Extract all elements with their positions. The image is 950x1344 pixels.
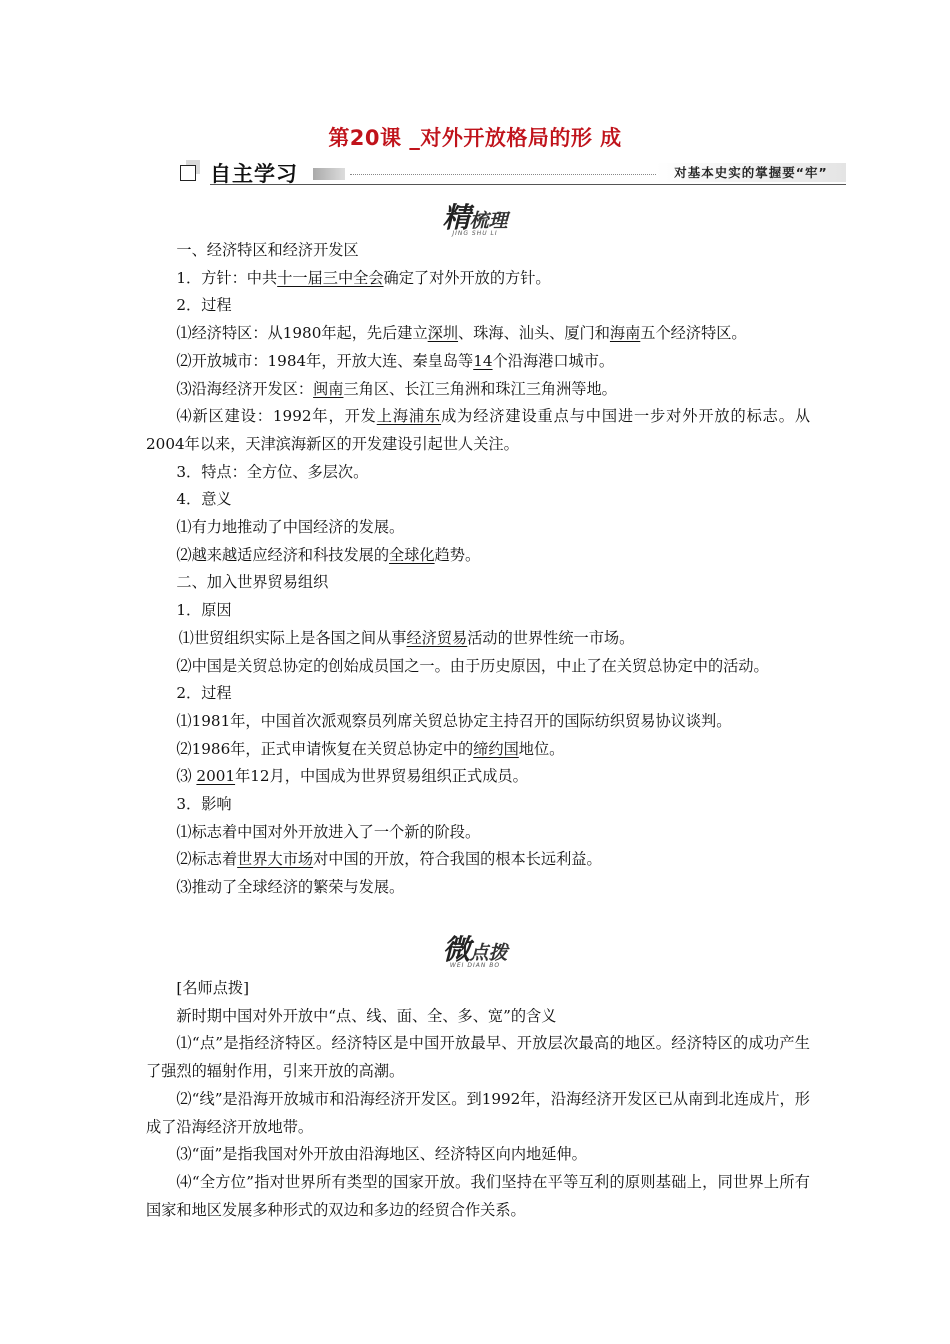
line-text: ⑴“点”是指经济特区。经济特区是中国开放最早、开放层次最高的地区。经济特区的成功产生了强烈的辐射作用，引来开放的高潮。 xyxy=(146,1034,810,1081)
line-text: 个沿海港口城市。 xyxy=(492,351,615,370)
line-text: ⑶ xyxy=(176,767,197,786)
text-line xyxy=(146,653,810,681)
text-line xyxy=(146,486,810,514)
text-line xyxy=(146,514,810,542)
text-line xyxy=(146,265,810,293)
line-text: 一、经济特区和经济开发区 xyxy=(176,241,359,259)
underlined-answer: 经济贸易 xyxy=(406,628,468,647)
underlined-answer: 海南 xyxy=(609,324,641,343)
content-block-2 xyxy=(146,975,810,1224)
text-line xyxy=(146,597,810,625)
text-line xyxy=(146,846,810,874)
section-heading-jingshuli xyxy=(0,196,950,237)
line-text: 年12月，中国成为世界贸易组织正式成员。 xyxy=(235,767,528,786)
line-text: 3．影响 xyxy=(176,795,232,814)
line-text: ⑵“线”是沿海开放城市和沿海经济开发区。到1992年，沿海经济开发区已从南到北连成片，形成了沿海经济开放地带。 xyxy=(146,1089,810,1136)
line-text: ⑵开放城市：1984年，开放大连、秦皇岛等 xyxy=(176,351,474,370)
deco-small-chars: 点拨 xyxy=(469,942,508,964)
text-line xyxy=(146,542,810,570)
underlined-answer: 世界大市场 xyxy=(237,850,314,869)
text-line xyxy=(146,819,810,847)
deco-pinyin: JING SHU LI xyxy=(452,230,498,237)
deco-pinyin: WEI DIAN BO xyxy=(449,962,501,969)
deco-big-char: 微 xyxy=(442,933,470,966)
banner-label: 自主学习 xyxy=(210,162,298,186)
line-text: 二、加入世界贸易组织 xyxy=(176,573,329,592)
text-line xyxy=(146,1141,810,1169)
line-text: 地位。 xyxy=(518,739,565,758)
line-text: 、珠海、汕头、厦门和 xyxy=(458,324,610,343)
text-line xyxy=(146,1086,810,1141)
line-text: ⑴标志着中国对外开放进入了一个新的阶段。 xyxy=(176,822,481,841)
line-text: ⑵1986年，正式申请恢复在关贸总协定中的 xyxy=(176,739,474,758)
underlined-answer: 闽南 xyxy=(313,379,344,398)
line-text: ⑴1981年，中国首次派观察员列席关贸总协定主持召开的国际纺织贸易协议谈判。 xyxy=(176,711,732,730)
text-line xyxy=(146,237,810,265)
line-text: ⑶沿海经济开发区： xyxy=(176,379,314,398)
text-line xyxy=(146,569,810,597)
deco-big-char: 精 xyxy=(442,201,470,234)
text-line xyxy=(146,459,810,487)
line-text: [名师点拨] xyxy=(176,979,249,997)
underlined-answer: 缔约国 xyxy=(473,739,519,758)
underlined-answer: 2001 xyxy=(196,767,236,786)
line-text: 1．方针：中共 xyxy=(176,268,278,287)
text-line xyxy=(146,1169,810,1224)
underlined-answer: 全球化 xyxy=(389,545,435,564)
line-text: 新时期中国对外开放中“点、线、面、全、多、宽”的含义 xyxy=(176,1006,557,1025)
deco-small-chars: 梳理 xyxy=(469,210,508,232)
line-text: ⑵中国是关贸总协定的创始成员国之一。由于历史原因，中止了在关贸总协定中的活动。 xyxy=(176,656,769,675)
line-text: ⑴世贸组织实际上是各国之间从事 xyxy=(178,628,407,647)
text-line xyxy=(146,625,810,653)
line-text: 活动的世界性统一市场。 xyxy=(467,628,635,647)
line-text: 成为经济建设重点与中国进一步对外开放的标志。从2004年以来，天津滨海新区的开发建设引起世人关注。 xyxy=(146,407,811,453)
text-line xyxy=(146,320,810,348)
line-text: ⑴经济特区：从1980年起，先后建立 xyxy=(176,324,428,343)
section-banner xyxy=(180,158,846,186)
line-text: ⑵标志着 xyxy=(176,850,238,869)
line-text: ⑵越来越适应经济和科技发展的 xyxy=(176,545,390,564)
text-line xyxy=(146,791,810,819)
underlined-answer: 14 xyxy=(473,351,493,370)
line-text: ⑶“面”是指我国对外开放由沿海地区、经济特区向内地延伸。 xyxy=(176,1145,587,1164)
line-text: 趋势。 xyxy=(434,545,481,564)
text-line xyxy=(146,348,810,376)
line-text: 对中国的开放，符合我国的根本长远利益。 xyxy=(313,850,602,869)
text-line xyxy=(146,708,810,736)
text-line xyxy=(146,874,810,902)
text-line xyxy=(146,403,810,458)
line-text: 确定了对外开放的方针。 xyxy=(383,268,551,287)
line-text: 2．过程 xyxy=(176,684,232,703)
text-line xyxy=(146,736,810,764)
text-line xyxy=(146,1003,810,1031)
line-text: ⑷“全方位”指对世界所有类型的国家开放。我们坚持在平等互利的原则基础上，同世界上所有国家和地区发展多种形式的双边和多边的经贸合作关系。 xyxy=(146,1172,810,1219)
underlined-answer: 上海浦东 xyxy=(376,407,442,426)
underlined-answer: 十一届三中全会 xyxy=(277,268,384,287)
line-text: ⑷新区建设：1992年，开发 xyxy=(176,407,377,426)
line-text: ⑴有力地推动了中国经济的发展。 xyxy=(176,518,405,537)
text-line xyxy=(146,292,810,320)
banner-dotted-line xyxy=(350,174,678,175)
text-line xyxy=(146,763,810,791)
line-text: 3．特点：全方位、多层次。 xyxy=(176,462,369,481)
banner-gradient-bar xyxy=(313,168,345,180)
banner-square-icon xyxy=(180,165,196,181)
line-text: ⑶推动了全球经济的繁荣与发展。 xyxy=(176,878,405,897)
text-line xyxy=(146,680,810,708)
line-text: 五个经济特区。 xyxy=(640,324,747,343)
text-line xyxy=(146,1030,810,1085)
line-text: 三角区、长江三角洲和珠江三角洲等地。 xyxy=(343,379,617,398)
content-block-1 xyxy=(146,237,810,902)
section-heading-weidianbo xyxy=(0,928,950,969)
line-text: 1．原因 xyxy=(176,601,232,620)
line-text: 2．过程 xyxy=(176,296,232,315)
banner-tag: 对基本史实的掌握要“牢” xyxy=(656,163,846,182)
underlined-answer: 深圳 xyxy=(427,324,459,343)
lesson-title: 第20课 _对外开放格局的形 成 xyxy=(328,126,622,150)
line-text: 4．意义 xyxy=(176,490,232,509)
text-line xyxy=(146,376,810,404)
text-line xyxy=(146,975,810,1003)
banner-underline xyxy=(210,184,846,185)
